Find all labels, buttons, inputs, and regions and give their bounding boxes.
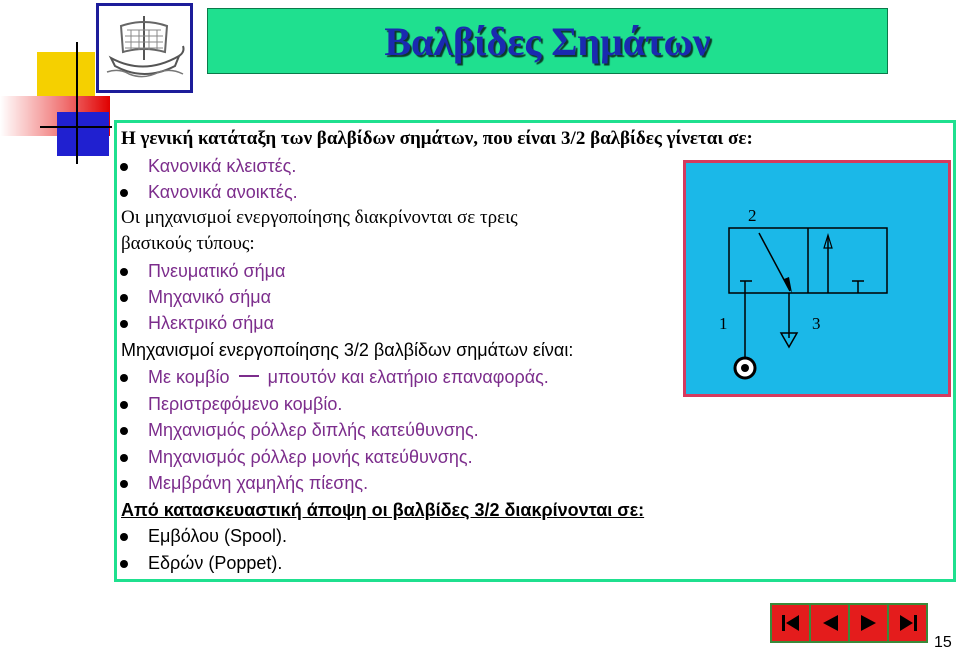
- bullet-dot: [120, 320, 128, 328]
- list-item-normally-open: Κανονικά ανοικτές.: [148, 182, 298, 202]
- list-item-spool: Εμβόλου (Spool).: [148, 526, 288, 546]
- push-button-desc: μπουτόν και ελατήριο επαναφοράς.: [267, 367, 549, 387]
- bullet-dot: [120, 427, 128, 435]
- bullet-dot: [120, 163, 128, 171]
- previous-slide-button[interactable]: [811, 605, 850, 641]
- port-2-label: 2: [748, 206, 757, 225]
- bullet-dot: [120, 268, 128, 276]
- mechanisms-heading: Μηχανισμοί ενεργοποίησης 3/2 βαλβίδων σημάτων είναι:: [121, 340, 574, 360]
- list-item-poppet: Εδρών (Poppet).: [148, 553, 283, 573]
- list-item-roller-single: Μηχανισμός ρόλλερ μονής κατεύθυνσης.: [148, 447, 473, 467]
- list-item-rotary-knob: Περιστρεφόμενο κομβίο.: [148, 394, 343, 414]
- list-item-membrane: Μεμβράνη χαμηλής πίεσης.: [148, 473, 369, 493]
- next-slide-button[interactable]: [850, 605, 889, 641]
- list-item-electrical: Ηλεκτρικό σήμα: [148, 313, 275, 333]
- title-banner: [207, 8, 888, 74]
- intro-heading: Η γενική κατάταξη των βαλβίδων σημάτων, που είναι 3/2 βαλβίδες γίνεται σε:: [121, 128, 753, 149]
- deco-horizontal-line: [40, 126, 112, 128]
- bullet-dot: [120, 454, 128, 462]
- arrow-left-icon: [818, 611, 842, 635]
- skip-forward-icon: [896, 611, 920, 635]
- ship-logo: [96, 3, 193, 93]
- bullet-dot: [120, 189, 128, 197]
- page-number: 15: [934, 634, 952, 651]
- last-slide-button[interactable]: [889, 605, 926, 641]
- deco-vertical-line: [76, 42, 78, 164]
- dash-separator: [239, 375, 259, 377]
- list-item-normally-closed: Κανονικά κλειστές.: [148, 156, 297, 176]
- bullet-dot: [120, 374, 128, 382]
- list-item-roller-double: Μηχανισμός ρόλλερ διπλής κατεύθυνσης.: [148, 420, 479, 440]
- bullet-dot: [120, 401, 128, 409]
- deco-blue-square: [57, 112, 109, 156]
- bullet-dot: [120, 533, 128, 541]
- actuation-heading: Οι μηχανισμοί ενεργοποίησης διακρίνονται σε τρεις: [121, 207, 518, 228]
- valve-3-2-symbol: [686, 163, 948, 394]
- list-item-pneumatic: Πνευματικό σήμα: [148, 261, 286, 281]
- bullet-dot: [120, 480, 128, 488]
- arrow-right-icon: [857, 611, 881, 635]
- list-item-mechanical: Μηχανικό σήμα: [148, 287, 272, 307]
- push-button-label: Με κομβίο: [148, 367, 230, 387]
- actuation-heading-cont: βασικούς τύπους:: [121, 233, 255, 254]
- valve-symbol-panel: [683, 160, 951, 397]
- slide-navigation: [770, 603, 928, 643]
- page-title: Βαλβίδες Σημάτων: [384, 18, 711, 64]
- port-1-label: 1: [719, 314, 728, 333]
- construction-heading: Από κατασκευαστική άποψη οι βαλβίδες 3/2 διακρίνονται σε:: [121, 500, 645, 520]
- list-item-push-button: [148, 366, 549, 388]
- bullet-dot: [120, 560, 128, 568]
- port-3-label: 3: [812, 314, 821, 333]
- first-slide-button[interactable]: [772, 605, 811, 641]
- bullet-dot: [120, 294, 128, 302]
- skip-back-icon: [779, 611, 803, 635]
